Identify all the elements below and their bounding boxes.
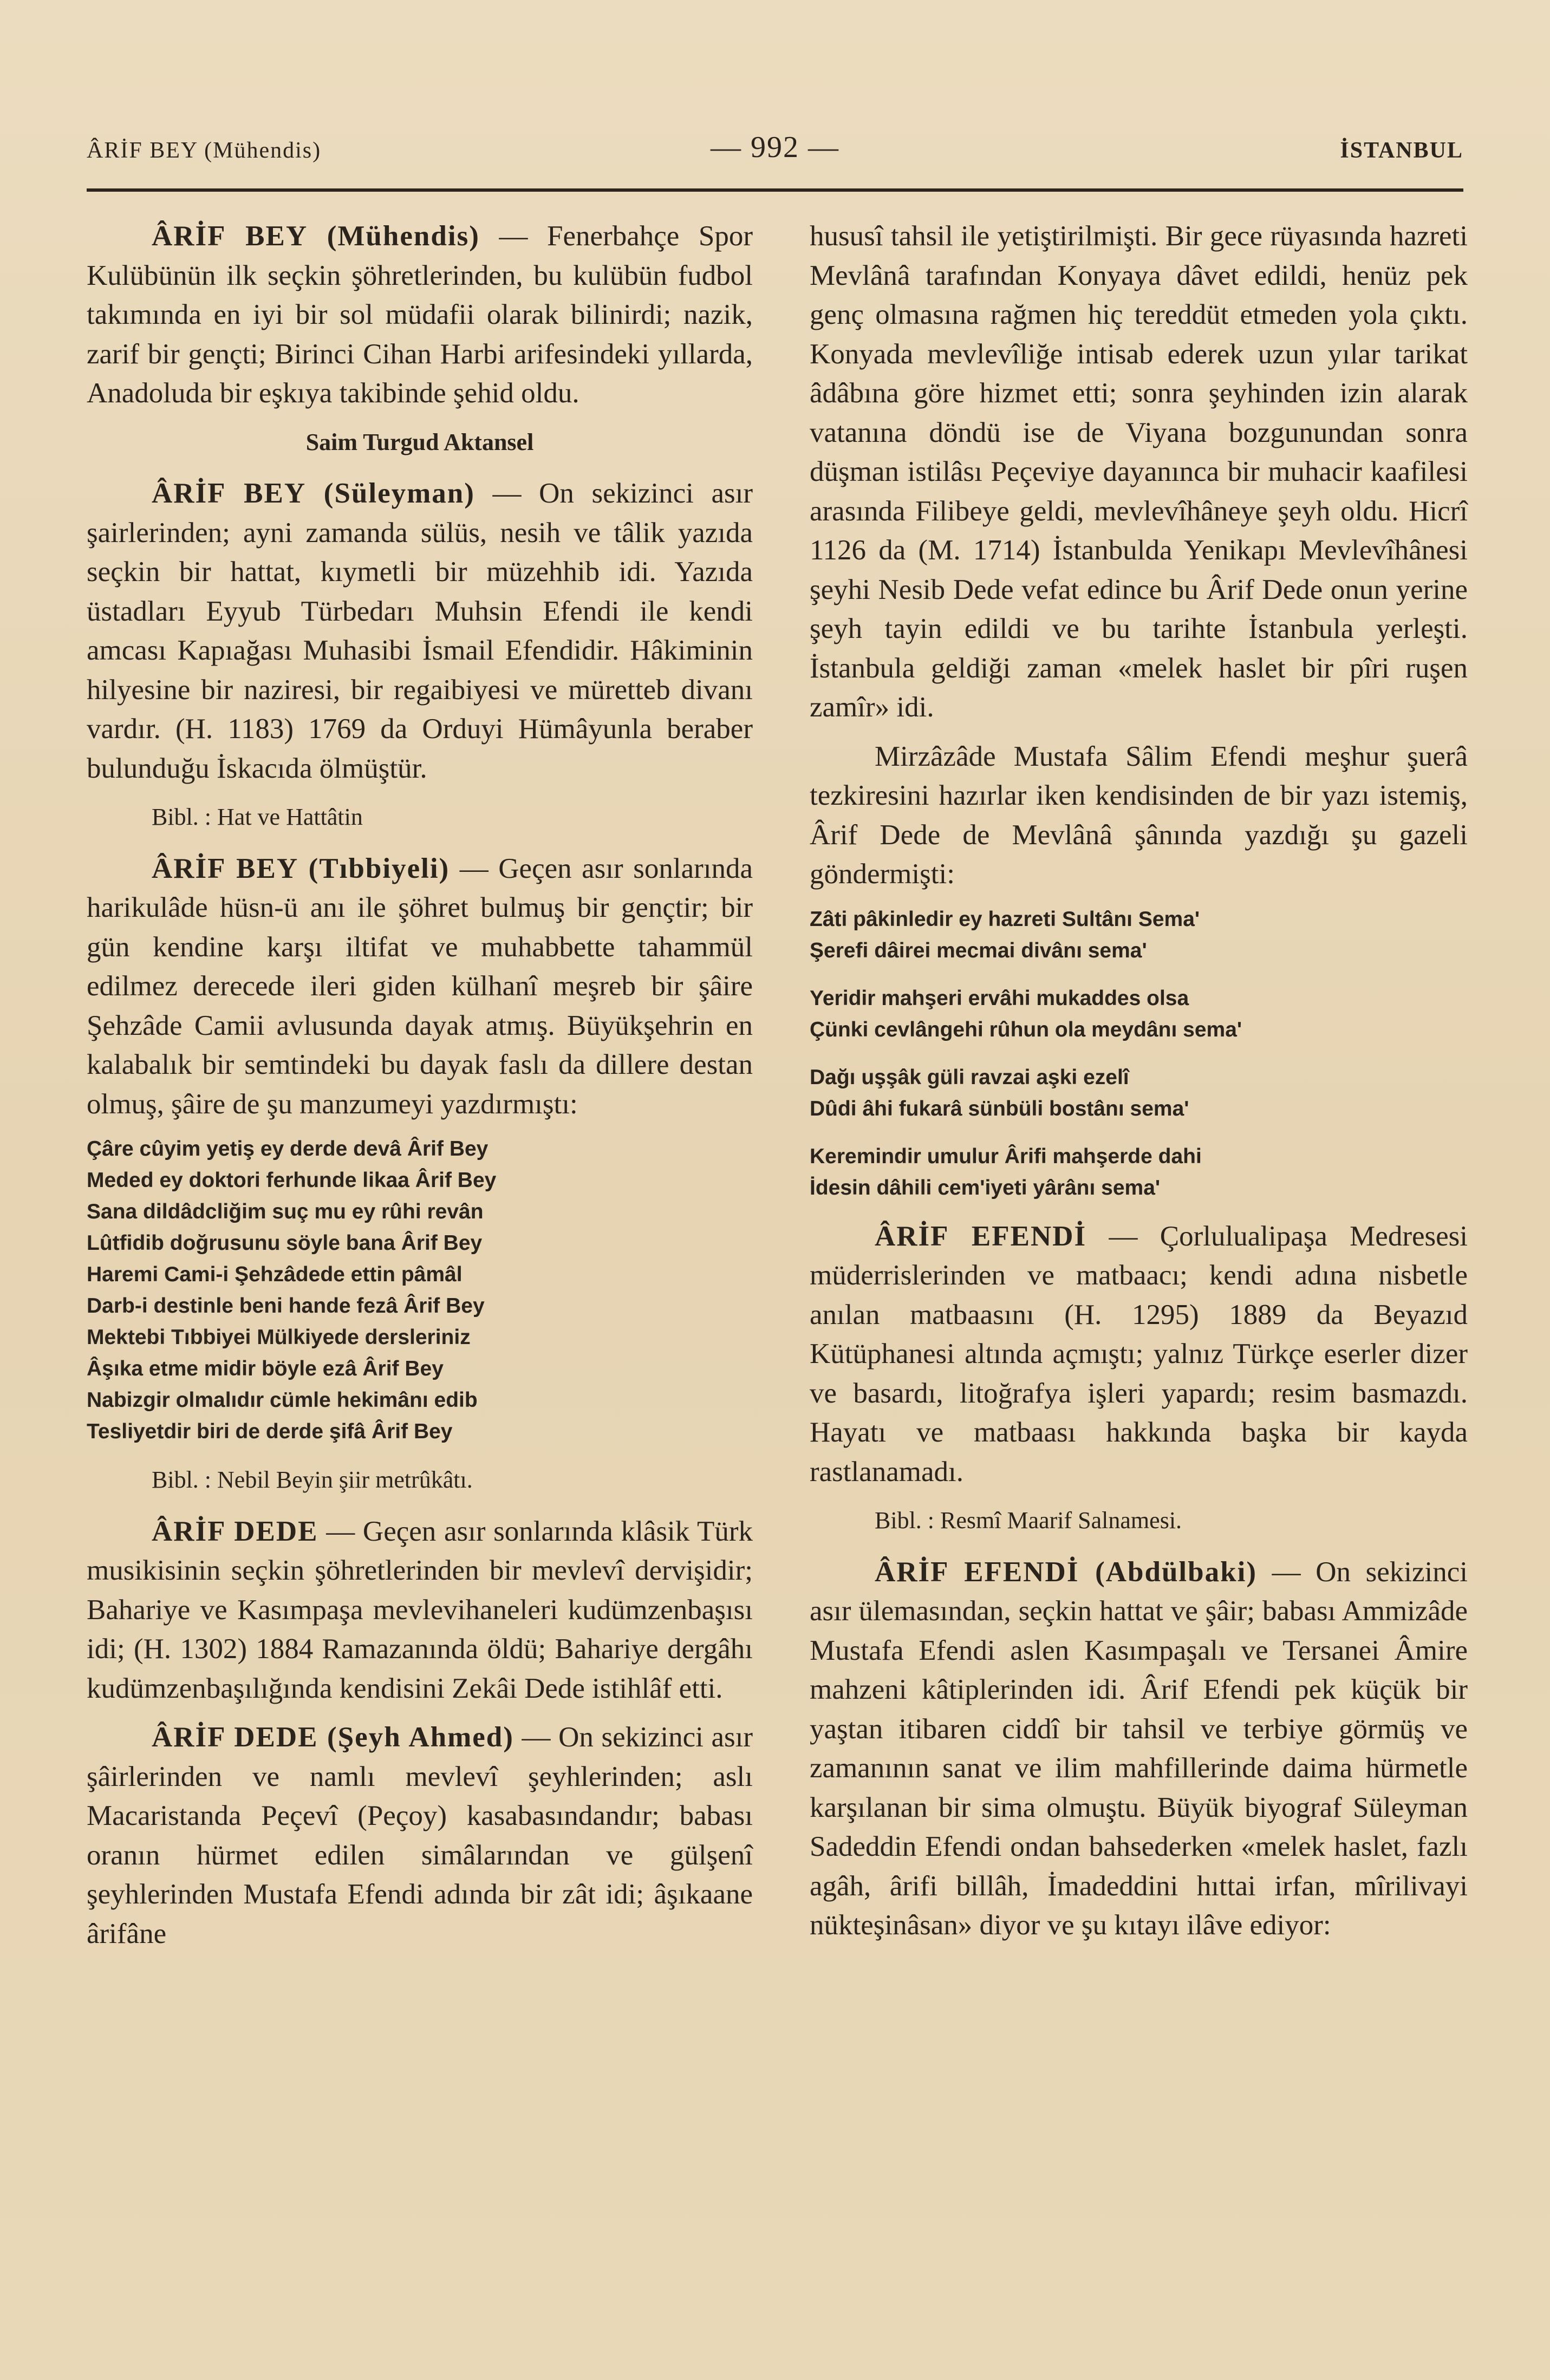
entry-text: — On sekizinci asır şairlerinden; ayni zamanda sülüs, nesih ve tâlik yazıda seçkin bir hattat, kıymetli bir müzehhib idi. Yazıda üstadları Eyyub Türbedarı Muhsin Efendi ile kendi amcası Kapıağası Muhasibi İsmail Efendidir. Hâkiminin hilyesine bir naziresi, bir regaibiyesi ve müretteb divanı vardır. (H. 1183) 1769 da Orduyi Hümâyunla beraber bulunduğu İskacıda ölmüştür.	[87, 478, 753, 784]
poem-line: Zâti pâkinledir ey hazreti Sultânı Sema'	[810, 907, 1200, 931]
poem-line: Haremi Cami-i Şehzâdede ettin pâmâl	[87, 1263, 463, 1286]
poem-line: Sana dildâdcliğim suç mu ey rûhi revân	[87, 1200, 484, 1223]
entry-author: Saim Turgud Aktansel	[305, 428, 534, 455]
entry-arif-bey-tibbiyeli	[87, 849, 753, 1124]
poem-line: Dağı uşşâk güli ravzai aşki ezelî	[810, 1065, 1129, 1089]
entry-arif-dede	[87, 1512, 753, 1709]
entry-arif-bey-muhendis	[87, 217, 753, 413]
gazel-couplet	[810, 904, 1468, 967]
entry-headword: ÂRİF DEDE (Şeyh Ahmed)	[152, 1722, 514, 1753]
poem-line: Mektebi Tıbbiyei Mülkiyede dersleriniz	[87, 1326, 471, 1349]
poem-line: Darb-i destinle beni hande fezâ Ârif Bey	[87, 1294, 485, 1318]
poem-line: Nabizgir olmalıdır cümle hekimânı edib	[87, 1388, 478, 1412]
poem-line: Tesliyetdir biri de derde şifâ Ârif Bey	[87, 1420, 453, 1443]
entry-headword: ÂRİF EFENDİ (Abdülbaki)	[875, 1556, 1257, 1588]
header-volume-title: İSTANBUL	[1340, 138, 1463, 163]
gazel	[810, 904, 1468, 1204]
entry-headword: ÂRİF DEDE	[152, 1515, 318, 1547]
entry-headword: ÂRİF BEY (Tıbbiyeli)	[152, 852, 450, 884]
poem-line: Dûdi âhi fukarâ sünbüli bostânı sema'	[810, 1097, 1189, 1120]
entry-text: — Geçen asır sonlarında klâsik Türk musikisinin seçkin şöhretlerinden bir mevlevî dervişidir; Bahariye ve Kasımpaşa mevlevihaneleri kudümzenbaşısı idi; (H. 1302) 1884 Ramazanında öldü; Bahariye dergâhı kudümzenbaşılığında kendisini Zekâi Dede istihlâf etti.	[87, 1515, 753, 1704]
poem-line: Çünki cevlângehi rûhun ola meydânı sema'	[810, 1018, 1242, 1041]
gazel-couplet	[810, 1141, 1468, 1204]
header-entry-range: ÂRİF BEY (Mühendis)	[87, 138, 322, 163]
poem-line: Şerefi dâirei mecmai divânı sema'	[810, 938, 1147, 962]
entry-headword: ÂRİF EFENDİ	[875, 1220, 1087, 1252]
header-rule	[87, 188, 1463, 192]
entry-text: — Geçen asır sonlarında harikulâde hüsn-ü anı ile şöhret bulmuş bir gençtir; bir gün kendine karşı iltifat ve muhabbette tahammül edilmez derecede ileri giden külhanî meşreb bir şâire Şehzâde Camii avlusunda dayak atmış. Büyükşehrin en kalabalık bir semtindeki bu dayak faslı da dillere destan olmuş, şâire de şu manzumeyi yazdırmıştı:	[87, 852, 753, 1120]
poem-line: İdesin dâhili cem'iyeti yârânı sema'	[810, 1176, 1161, 1199]
entry-arif-efendi	[810, 1217, 1468, 1492]
poem-line: Yeridir mahşeri ervâhi mukaddes olsa	[810, 986, 1189, 1010]
entry-continuation: hususî tahsil ile yetiştirilmişti. Bir gece rüyasında hazreti Mevlânâ tarafından Konyaya dâvet edildi, henüz pek genç olmasına rağmen hiç tereddüt etmeden yola çıktı. Konyada mevlevîliğe intisab ederek uzun yılar tarikat âdâbına göre hizmet etti; sonra şeyhinden izin alarak vatanına döndü ise de Viyana bozgunundan sonra düşman istilâsı Peçeviye dayanınca bir muhacir kaafilesi arasında Filibeye geldi, mevlevîhâneye şeyh oldu. Hicrî 1126 da (M. 1714) İstanbulda Yenikapı Mevlevîhânesi şeyhi Nesib Dede vefat edince bu Ârif Dede onun yerine şeyh tayin edildi ve bu tarihte İstanbula yerleşti. İstanbula geldiği zaman «melek haslet bir pîri ruşen zamîr» idi.	[810, 220, 1468, 723]
poem-line: Âşıka etme midir böyle ezâ Ârif Bey	[87, 1357, 444, 1380]
entry-headword: ÂRİF BEY (Süleyman)	[152, 478, 475, 509]
entry-arif-efendi-abdulbaki	[810, 1553, 1468, 1945]
running-header	[87, 130, 1463, 173]
poem-line: Çâre cûyim yetiş ey derde devâ Ârif Bey	[87, 1137, 489, 1160]
entry-headword: ÂRİF BEY (Mühendis)	[152, 220, 480, 252]
left-column	[87, 217, 753, 1963]
poem	[87, 1133, 753, 1447]
poem-line: Keremindir umulur Ârifi mahşerde dahi	[810, 1144, 1202, 1168]
bibliography: Bibl. : Hat ve Hattâtin	[152, 804, 363, 830]
bibliography: Bibl. : Nebil Beyin şiir metrûkâtı.	[152, 1466, 473, 1493]
entry-text: — On sekizinci asır ülemasından, seçkin hattat ve şâir; babası Ammizâde Mustafa Efendi aslen Kasımpaşalı ve Tersanei Âmire mahzeni kâtiplerinden idi. Ârif Efendi pek küçük bir yaştan itibaren ciddî bir tahsil ve terbiye görmüş ve zamanının sanat ve ilim mahfillerinde daima hürmetle karşılanan bir sima olmuştu. Büyük biyograf Süleyman Sadeddin Efendi ondan bahsederken «melek haslet, fazlı agâh, ârifi billâh, İmadeddini hıttai irfan, mîrilivayi nükteşinâsan» diyor ve şu kıtayı ilâve ediyor:	[810, 1556, 1468, 1941]
entry-text: — Fenerbahçe Spor Kulübünün ilk seçkin şöhretlerinden, bu kulübün fudbol takımında en iyi bir sol müdafii olarak bilinirdi; nazik, zarif bir gençti; Birinci Cihan Harbi arifesindeki yıllarda, Anadoluda bir eşkıya takibinde şehid oldu.	[87, 220, 753, 409]
gazel-couplet	[810, 1062, 1468, 1125]
right-column	[810, 217, 1468, 1955]
entry-arif-dede-seyh-ahmed	[87, 1718, 753, 1953]
page-number: — 992 —	[711, 131, 839, 164]
gazel-couplet	[810, 983, 1468, 1046]
poem-line: Lûtfidib doğrusunu söyle bana Ârif Bey	[87, 1231, 483, 1255]
entry-text: — Çorlulualipaşa Medresesi müderrislerinden ve matbaacı; kendi adına nisbetle anılan matbaasını (H. 1295) 1889 da Beyazıd Kütüphanesi altında açmıştı; yalnız Türkçe eserler dizer ve basardı, litoğrafya işleri yapardı; resim basmazdı. Hayatı ve matbaası hakkında başka bir kayda rastlanamadı.	[810, 1220, 1468, 1488]
entry-paragraph: Mirzâzâde Mustafa Sâlim Efendi meşhur şuerâ tezkiresini hazırlar iken kendisinden de bir yazı istemiş, Ârif Dede de Mevlânâ şânında yazdığı şu gazeli göndermişti:	[810, 740, 1468, 890]
poem-line: Meded ey doktori ferhunde likaa Ârif Bey	[87, 1169, 497, 1192]
entry-text: — On sekizinci asır şâirlerinden ve namlı mevlevî şeyhlerinden; aslı Macaristanda Peçevî (Peçoy) kasabasındandır; babası oranın hürmet edilen simâlarından ve gülşenî şeyhlerinden Mustafa Efendi adında bir zât idi; âşıkaane ârifâne	[87, 1722, 753, 1949]
entry-arif-bey-suleyman	[87, 474, 753, 788]
bibliography: Bibl. : Resmî Maarif Salnamesi.	[875, 1507, 1182, 1534]
